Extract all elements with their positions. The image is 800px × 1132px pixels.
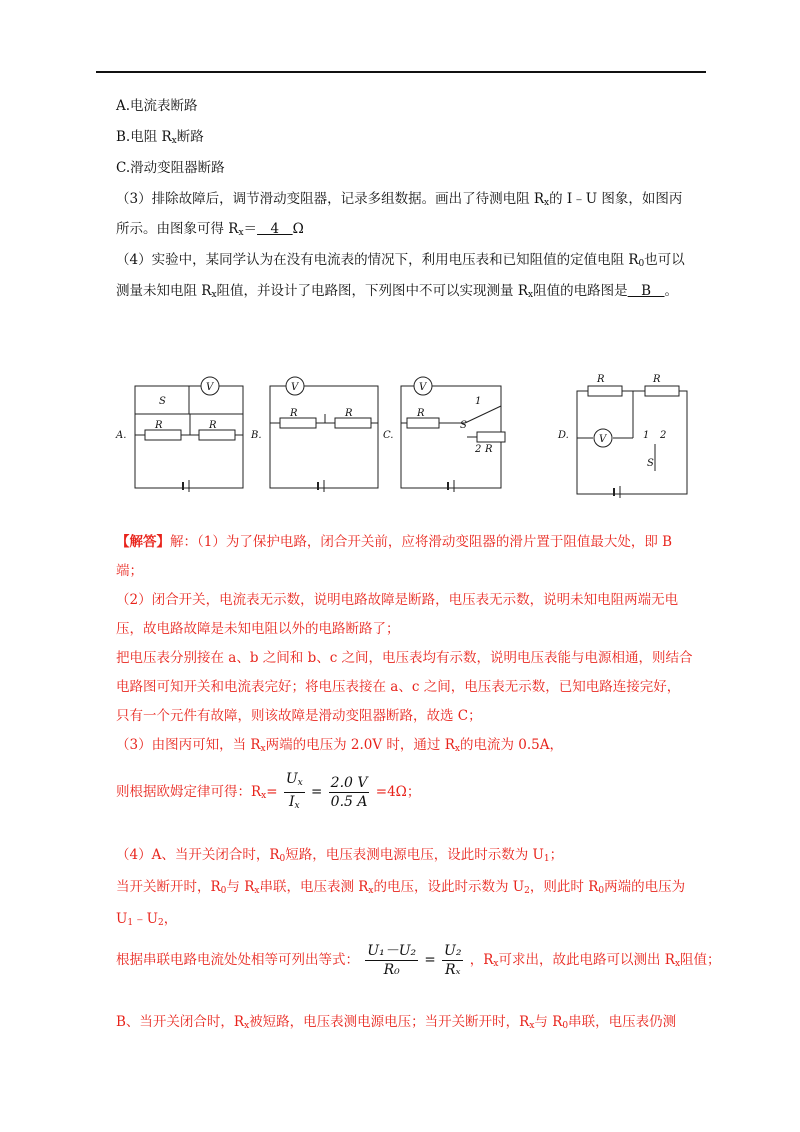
svg-text:V: V (291, 382, 299, 393)
svg-text:V: V (419, 382, 427, 393)
svg-text:V: V (599, 434, 607, 445)
svg-text:R: R (597, 374, 605, 385)
svg-text:S: S (647, 458, 654, 469)
answer-p4-formula: 根据串联电路电流处处相等可列出等式： $\frac{\text{U₁－U₂}}{\text{R₀}}$ = $\frac{\text{U₂}}{\text{Rₓ}}$ ，$R_x$可求出，故此电路可以测出 $R_x$阻值； (116, 943, 721, 978)
answer-p2b: 压，故电路故障是未知电阻以外的电路断路了； (116, 621, 400, 637)
answer-p2e: 只有一个元件有故障，则该故障是滑动变阻器断路，故选 C； (116, 708, 482, 724)
svg-text:R: R (417, 408, 425, 419)
svg-text:R: R (653, 374, 661, 385)
svg-text:1: 1 (643, 430, 650, 441)
q3-line1: （3）排除故障后，调节滑动变阻器，记录多组数据。画出了待测电阻 $R_x$的 I﹣U 图象，如图丙 (116, 191, 683, 208)
option-c: C.滑动变阻器断路 (116, 160, 225, 176)
fraction-u2-rx: $\frac{\text{U₂}}{\text{Rₓ}}$ (444, 943, 462, 978)
fraction-ux-ix: $\frac{U_x}{I_x}$ (285, 771, 303, 811)
answer-p1b: 端； (116, 563, 143, 579)
option-a: A.电流表断路 (116, 98, 198, 114)
answer-p4c: $U_1﹣U_2$， (116, 911, 178, 928)
q4-answer: B (627, 283, 665, 299)
header-rule (96, 71, 706, 73)
fraction-u1-u2-r0: $\frac{\text{U₁－U₂}}{\text{R₀}}$ (367, 943, 417, 978)
q4-line1: （4）实验中，某同学认为在没有电流表的情况下，利用电压表和已知阻值的定值电阻 $R_0$也可以 (116, 252, 685, 269)
label-a: A. (116, 430, 127, 441)
answer-p2c: 把电压表分别接在 a、b 之间和 b、c 之间，电压表均有示数，说明电压表能与电源相通，则结合 (116, 650, 693, 666)
label-b: B. (251, 430, 262, 441)
circuit-diagrams (115, 366, 695, 506)
svg-text:R: R (155, 420, 163, 431)
option-b: B.电阻 $R_x$断路 (116, 129, 204, 146)
answer-p4a: （4）A、当开关闭合时，$R_0$短路，电压表测电源电压，设此时示数为 $U_1$； (116, 847, 564, 864)
q4-line2: 测量未知电阻 $R_x$阻值，并设计了电路图，下列图中不可以实现测量 $R_x$阻值的电路图是 B 。 (116, 283, 679, 300)
answer-p5: B、当开关闭合时，$R_x$被短路，电压表测电源电压；当开关断开时，$R_x$与 $R_0$串联，电压表仍测 (116, 1014, 677, 1031)
label-s-a: S (159, 396, 166, 407)
svg-text:R: R (345, 408, 353, 419)
svg-text:R: R (209, 420, 217, 431)
answer-p4b: 当开关断开时，$R_0$与 $R_x$串联，电压表测 $R_x$的电压，设此时示数为 $U_2$，则此时 $R_0$两端的电压为 (116, 879, 686, 896)
svg-text:R: R (485, 444, 493, 455)
svg-text:2: 2 (660, 430, 667, 441)
label-c: C. (383, 430, 394, 441)
svg-text:S: S (460, 420, 467, 431)
answer-p3-formula: 则根据欧姆定律可得：$R_x=$ $\frac{U_x}{I_x}$ = $\frac{2.0 V}{0.5 A}$ =4Ω； (116, 770, 420, 815)
svg-text:R: R (290, 408, 298, 419)
answer-p2d: 电路图可知开关和电流表完好；将电压表接在 a、c 之间，电压表无示数，已知电路连接完好， (116, 679, 681, 695)
q3-line2: 所示。由图象可得 $R_x=$ 4 Ω (116, 221, 304, 238)
label-d: D. (558, 430, 569, 441)
answer-p2a: （2）闭合开关，电流表无示数，说明电路故障是断路，电压表无示数，说明未知电阻两端无电 (116, 592, 679, 608)
q3-answer: 4 (257, 221, 293, 237)
fraction-values: $\frac{2.0 V}{0.5 A}$ (330, 775, 368, 810)
svg-text:1: 1 (475, 396, 482, 407)
svg-text:2: 2 (475, 444, 482, 455)
answer-p3a: （3）由图丙可知，当 $R_x$两端的电压为 2.0V 时，通过 $R_x$的电流为 0.5A， (116, 737, 563, 754)
svg-text:V: V (206, 382, 214, 393)
answer-p1a: 【解答】解：（1）为了保护电路，闭合开关前，应将滑动变阻器的滑片置于阻值最大处，即 B (116, 534, 673, 550)
